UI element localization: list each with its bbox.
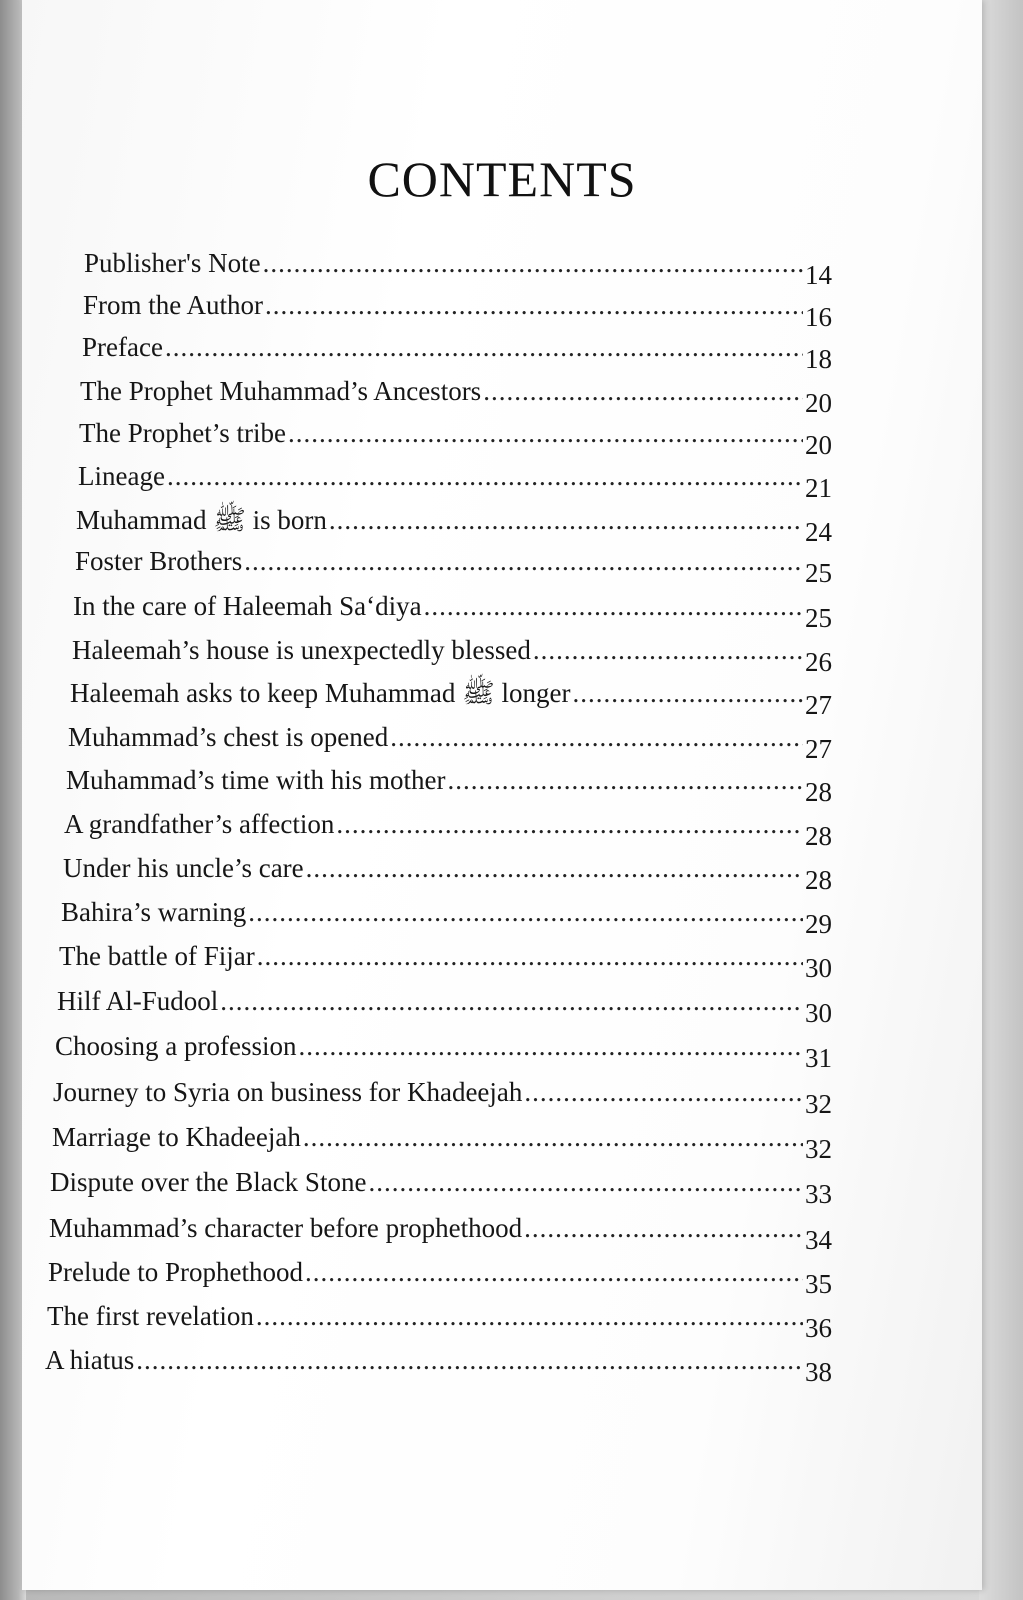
toc-leader-dots bbox=[368, 1166, 803, 1198]
toc-entry-page: 27 bbox=[805, 734, 832, 764]
toc-leader-dots bbox=[263, 247, 803, 279]
book-page bbox=[22, 0, 982, 1590]
toc-entry-page: 18 bbox=[805, 344, 832, 374]
toc-entry-label: Dispute over the Black Stone bbox=[50, 1167, 367, 1197]
toc-leader-dots bbox=[524, 1212, 803, 1244]
toc-entry bbox=[70, 675, 832, 720]
toc-entry-label: Bahira’s warning bbox=[61, 897, 247, 927]
table-of-contents bbox=[22, 245, 982, 1425]
toc-leader-dots bbox=[573, 677, 804, 709]
toc-entry-label: Hilf Al-Fudool bbox=[57, 986, 219, 1016]
toc-leader-dots bbox=[303, 1121, 803, 1153]
toc-entry-label: Under his uncle’s care bbox=[63, 853, 304, 883]
toc-entry-label: Haleemah asks to keep Muhammad ﷺ longer bbox=[70, 678, 571, 708]
toc-entry bbox=[52, 1119, 832, 1164]
toc-entry bbox=[45, 1342, 832, 1387]
toc-entry bbox=[59, 938, 832, 983]
toc-entry bbox=[72, 632, 832, 677]
toc-entry-label: Prelude to Prophethood bbox=[48, 1257, 303, 1287]
toc-entry-label: The first revelation bbox=[47, 1301, 254, 1331]
toc-entry-page: 28 bbox=[805, 821, 832, 851]
toc-entry bbox=[47, 1298, 832, 1343]
toc-entry-page: 25 bbox=[805, 603, 832, 633]
toc-entry-page: 31 bbox=[805, 1043, 832, 1073]
toc-entry-label: From the Author bbox=[83, 290, 263, 320]
toc-entry bbox=[50, 1164, 832, 1209]
toc-entry bbox=[73, 588, 832, 633]
toc-leader-dots bbox=[244, 545, 803, 577]
toc-entry bbox=[76, 502, 832, 547]
toc-entry-page: 28 bbox=[805, 777, 832, 807]
toc-leader-dots bbox=[136, 1344, 803, 1376]
toc-entry bbox=[83, 287, 832, 332]
toc-entry bbox=[49, 1210, 832, 1255]
toc-leader-dots bbox=[329, 504, 803, 536]
toc-leader-dots bbox=[533, 634, 803, 666]
toc-entry-page: 30 bbox=[805, 998, 832, 1028]
toc-entry-page: 32 bbox=[805, 1134, 832, 1164]
toc-entry-page: 30 bbox=[805, 953, 832, 983]
toc-leader-dots bbox=[220, 985, 803, 1017]
toc-leader-dots bbox=[483, 375, 803, 407]
toc-entry-label: Marriage to Khadeejah bbox=[52, 1122, 301, 1152]
toc-leader-dots bbox=[165, 331, 803, 363]
toc-entry-page: 21 bbox=[805, 473, 832, 503]
toc-entry-label: Preface bbox=[82, 332, 163, 362]
toc-entry bbox=[53, 1074, 832, 1119]
toc-entry-label: In the care of Haleemah Sa‘diya bbox=[73, 591, 422, 621]
toc-entry-label: Muhammad’s character before prophethood bbox=[49, 1213, 523, 1243]
toc-entry bbox=[48, 1254, 832, 1299]
toc-entry-page: 29 bbox=[805, 909, 832, 939]
toc-entry-page: 14 bbox=[805, 260, 832, 290]
toc-entry-page: 24 bbox=[805, 517, 832, 547]
toc-entry-page: 25 bbox=[805, 558, 832, 588]
toc-entry bbox=[55, 1028, 832, 1073]
toc-leader-dots bbox=[424, 590, 803, 622]
toc-entry-label: The Prophet Muhammad’s Ancestors bbox=[80, 376, 482, 406]
toc-entry bbox=[75, 543, 832, 588]
toc-entry bbox=[61, 894, 832, 939]
toc-entry-page: 32 bbox=[805, 1089, 832, 1119]
toc-entry-page: 26 bbox=[805, 647, 832, 677]
toc-leader-dots bbox=[336, 808, 803, 840]
page-title: CONTENTS bbox=[367, 151, 637, 207]
toc-entry-label: Muhammad’s time with his mother bbox=[66, 765, 446, 795]
toc-entry bbox=[64, 806, 832, 851]
toc-entry-label: Haleemah’s house is unexpectedly blessed bbox=[72, 635, 531, 665]
toc-entry-page: 27 bbox=[805, 690, 832, 720]
toc-entry-page: 28 bbox=[805, 865, 832, 895]
toc-entry-page: 36 bbox=[805, 1313, 832, 1343]
toc-leader-dots bbox=[390, 721, 803, 753]
toc-leader-dots bbox=[447, 764, 803, 796]
toc-entry-label: A grandfather’s affection bbox=[64, 809, 335, 839]
toc-leader-dots bbox=[524, 1076, 803, 1108]
toc-entry-label: Publisher's Note bbox=[84, 248, 261, 278]
toc-entry bbox=[82, 329, 832, 374]
toc-entry-page: 16 bbox=[805, 302, 832, 332]
toc-leader-dots bbox=[257, 940, 803, 972]
toc-entry-label: Journey to Syria on business for Khadeejah bbox=[53, 1077, 523, 1107]
toc-entry bbox=[66, 762, 832, 807]
toc-entry-page: 33 bbox=[805, 1179, 832, 1209]
toc-entry-label: A hiatus bbox=[45, 1345, 135, 1375]
toc-entry bbox=[84, 245, 832, 290]
toc-entry-page: 20 bbox=[805, 388, 832, 418]
toc-leader-dots bbox=[288, 417, 803, 449]
toc-leader-dots bbox=[298, 1030, 803, 1062]
toc-entry-label: Lineage bbox=[78, 461, 165, 491]
toc-entry-label: Muhammad ﷺ is born bbox=[76, 505, 327, 535]
toc-entry-label: The battle of Fijar bbox=[59, 941, 255, 971]
toc-entry-label: Muhammad’s chest is opened bbox=[68, 722, 389, 752]
toc-entry-label: Choosing a profession bbox=[55, 1031, 297, 1061]
toc-entry bbox=[68, 719, 832, 764]
toc-entry-page: 34 bbox=[805, 1225, 832, 1255]
toc-entry bbox=[80, 373, 832, 418]
background-surface bbox=[979, 0, 1023, 1600]
toc-entry-label: Foster Brothers bbox=[75, 546, 243, 576]
toc-entry-label: The Prophet’s tribe bbox=[79, 418, 286, 448]
toc-entry-page: 38 bbox=[805, 1357, 832, 1387]
toc-entry bbox=[57, 983, 832, 1028]
toc-entry-page: 20 bbox=[805, 430, 832, 460]
toc-entry-page: 35 bbox=[805, 1269, 832, 1299]
toc-entry bbox=[79, 415, 832, 460]
toc-leader-dots bbox=[167, 460, 803, 492]
toc-leader-dots bbox=[256, 1300, 803, 1332]
toc-entry bbox=[78, 458, 832, 503]
toc-leader-dots bbox=[248, 896, 803, 928]
toc-leader-dots bbox=[306, 852, 803, 884]
toc-leader-dots bbox=[305, 1256, 803, 1288]
toc-leader-dots bbox=[265, 289, 803, 321]
toc-entry bbox=[63, 850, 832, 895]
